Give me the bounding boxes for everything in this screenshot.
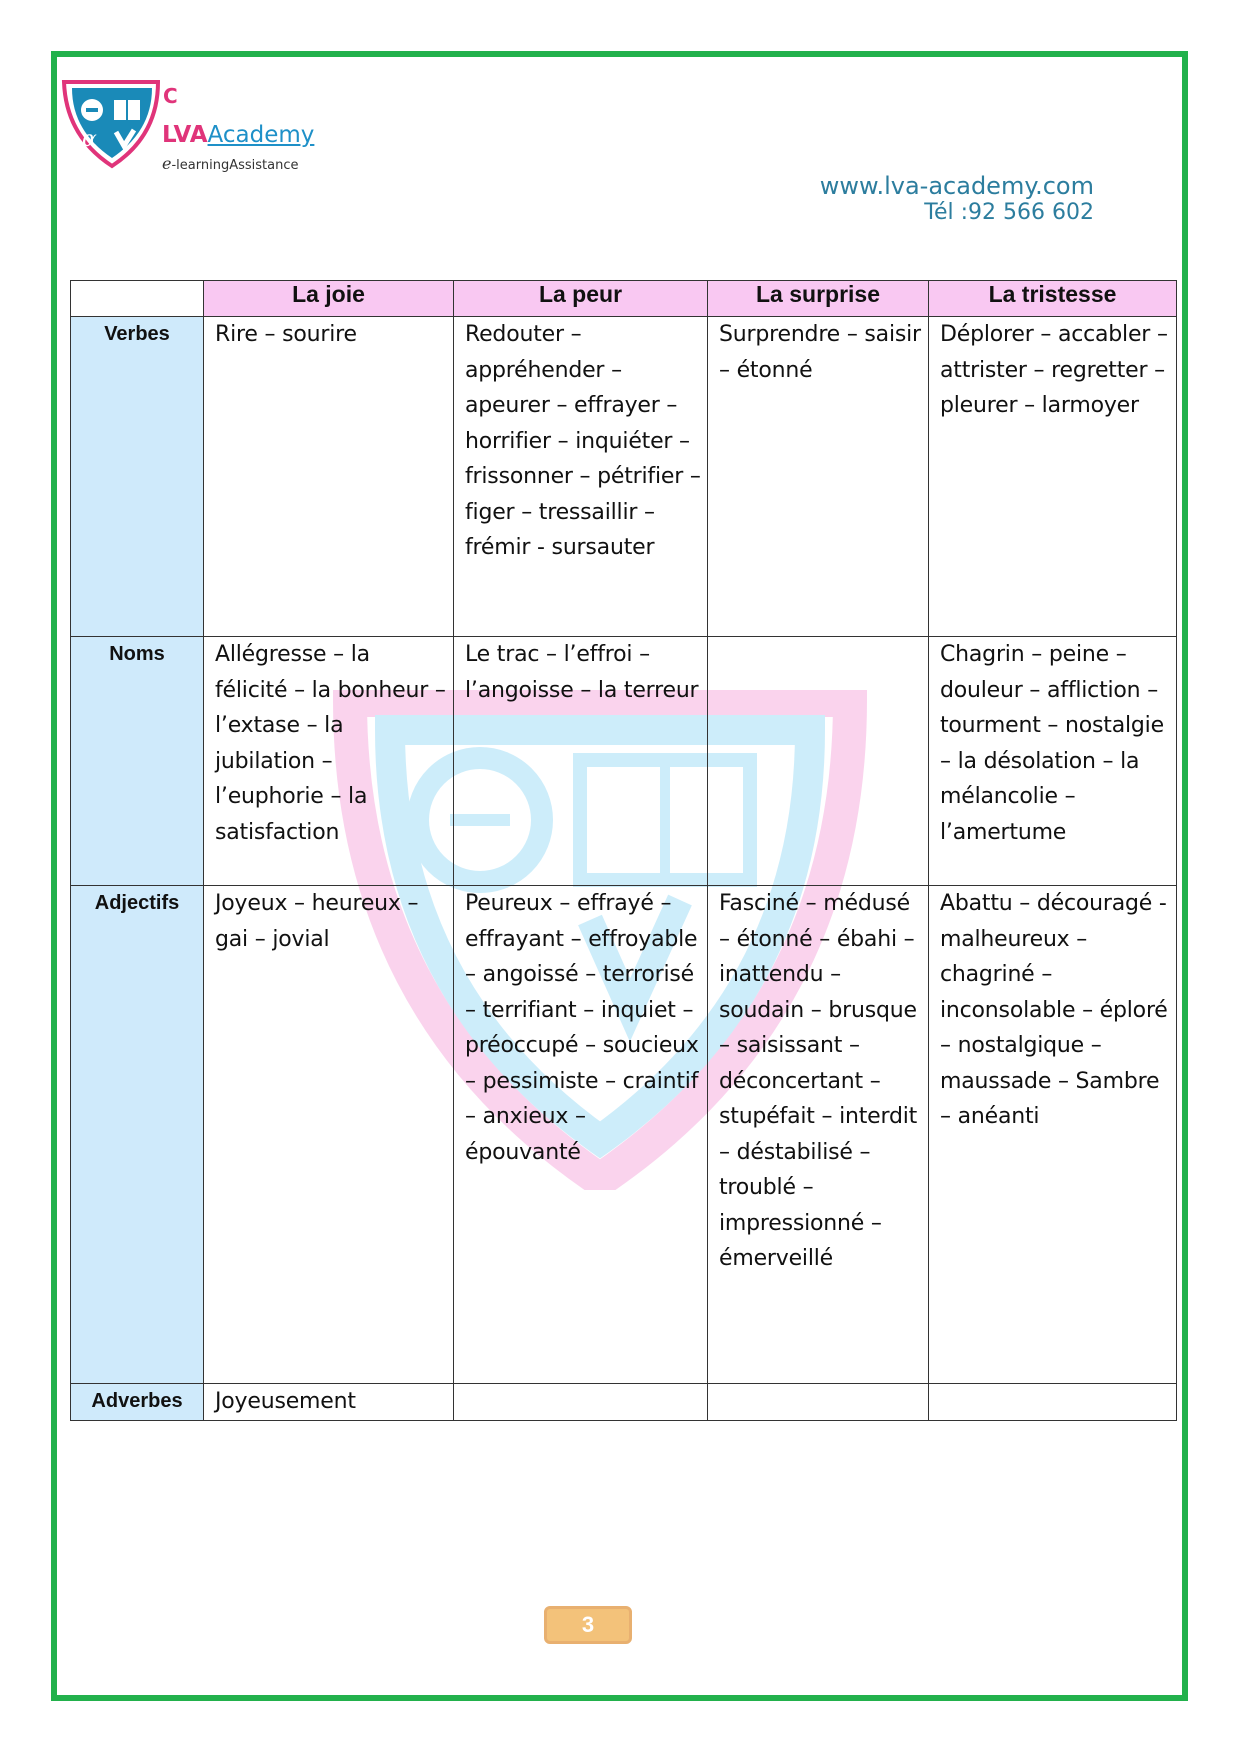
row-label-adjectifs: Adjectifs <box>71 886 204 1384</box>
brand-academy: Academy <box>207 122 315 148</box>
header-joie: La joie <box>204 281 454 317</box>
header-corner-cell <box>71 281 204 317</box>
page-number-badge: 3 <box>544 1606 632 1644</box>
tagline-e: e <box>162 154 172 173</box>
row-label-verbes: Verbes <box>71 317 204 637</box>
brand-tagline <box>162 154 298 173</box>
cell-noms-peur: Le trac – l’effroi – l’angoisse – la terreur <box>454 637 708 886</box>
cell-adverbes-peur <box>454 1384 708 1421</box>
tagline-rest: -learningAssistance <box>171 158 299 173</box>
cell-verbes-peur: Redouter – appréhender – apeurer – effrayer – horrifier – inquiéter – frissonner – pétrifier – figer – tressaillir – frémir - sursauter <box>454 317 708 637</box>
contact-block <box>820 172 1094 225</box>
phone-number: Tél :92 566 602 <box>924 200 1094 225</box>
cell-adjectifs-peur: Peureux – effrayé – effrayant – effroyable – angoissé – terrorisé – terrifiant – inquiet – préoccupé – soucieux – pessimiste – craintif – anxieux – épouvanté <box>454 886 708 1384</box>
header-surprise: La surprise <box>708 281 929 317</box>
header-tristesse: La tristesse <box>929 281 1177 317</box>
cell-noms-surprise <box>708 637 929 886</box>
table-header-row <box>71 281 1177 317</box>
table-row-adverbes <box>71 1384 1177 1421</box>
table-row-noms <box>71 637 1177 886</box>
brand-lva: LVA <box>162 122 208 148</box>
website-link[interactable]: www.lva-academy.com <box>819 172 1094 200</box>
brand-name <box>162 122 314 148</box>
cell-adverbes-tristesse <box>929 1384 1177 1421</box>
cell-adjectifs-tristesse: Abattu – découragé - malheureux – chagriné – inconsolable – éploré – nostalgique – maussade – Sambre – anéanti <box>929 886 1177 1384</box>
cell-verbes-joie: Rire – sourire <box>204 317 454 637</box>
table-row-verbes <box>71 317 1177 637</box>
cell-noms-joie: Allégresse – la félicité – la bonheur – l’extase – la jubilation – l’euphorie – la satisfaction <box>204 637 454 886</box>
cell-adverbes-joie: Joyeusement <box>204 1384 454 1421</box>
svg-text:α: α <box>82 127 97 152</box>
cell-verbes-tristesse: Déplorer – accabler – attrister – regretter – pleurer – larmoyer <box>929 317 1177 637</box>
row-label-noms: Noms <box>71 637 204 886</box>
cell-adjectifs-surprise: Fasciné – médusé – étonné – ébahi – inattendu – soudain – brusque – saisissant – déconcertant – stupéfait – interdit – déstabilisé – troublé – impressionné – émerveillé <box>708 886 929 1384</box>
cell-adjectifs-joie: Joyeux – heureux – gai – jovial <box>204 886 454 1384</box>
cell-verbes-surprise: Surprendre – saisir – étonné <box>708 317 929 637</box>
brand-letter: C <box>163 84 178 108</box>
cell-adverbes-surprise <box>708 1384 929 1421</box>
vocabulary-table <box>70 280 1177 1421</box>
lva-logo-icon <box>58 76 166 172</box>
row-label-adverbes: Adverbes <box>71 1384 204 1421</box>
table-row-adjectifs <box>71 886 1177 1384</box>
header-peur: La peur <box>454 281 708 317</box>
cell-noms-tristesse: Chagrin – peine – douleur – affliction – tourment – nostalgie – la désolation – la mélancolie – l’amertume <box>929 637 1177 886</box>
